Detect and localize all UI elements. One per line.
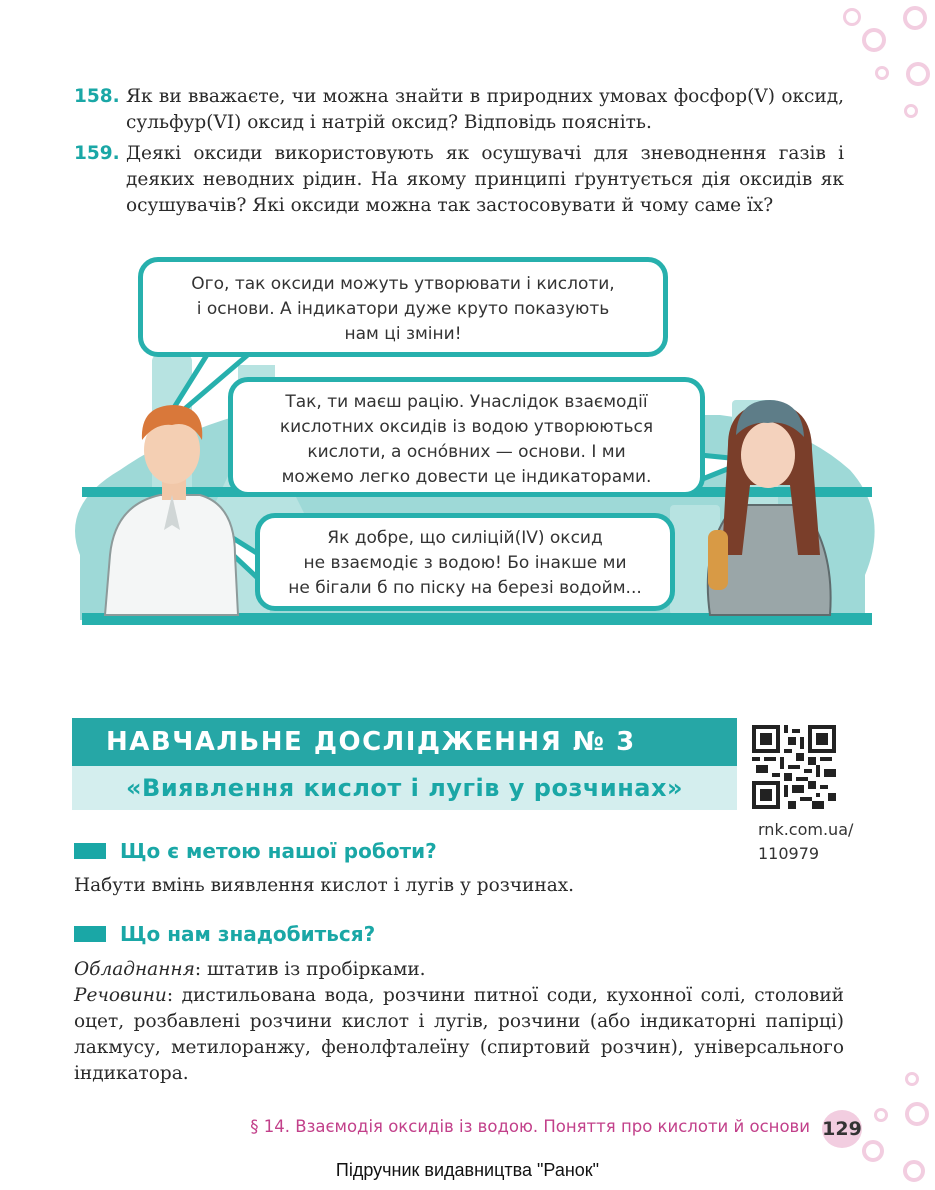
bubble-line: Так, ти маєш рацію. Унаслідок взаємодії xyxy=(285,392,648,412)
speech-bubble-girl xyxy=(228,377,705,497)
equipment-line xyxy=(74,957,844,983)
page-number: 129 xyxy=(822,1110,862,1148)
needs-text xyxy=(74,957,844,1087)
decor-dot xyxy=(875,66,889,80)
question-text: Деякі оксиди використовують як осушувачі для зневоднення газів і деяких неводних рідин. На якому принципі ґрунтується дія оксидів як осушувачів? Які оксиди можна так застосовувати й чому саме їх? xyxy=(126,143,844,216)
decor-dot xyxy=(843,8,861,26)
substances-label: Речовини xyxy=(74,985,167,1006)
decor-dot xyxy=(903,6,927,30)
speech-bubble-boy-2 xyxy=(255,513,675,611)
bubble-line: нам ці зміни! xyxy=(344,324,462,344)
goal-text: Набути вмінь виявлення кислот і лугів у розчинах. xyxy=(74,875,575,896)
decor-dot xyxy=(862,1140,884,1162)
decor-dot xyxy=(874,1108,888,1122)
heading-square-icon xyxy=(74,926,106,942)
bubble-line: не бігали б по піску на березі водойм... xyxy=(288,578,642,598)
heading-text: Що є метою нашої роботи? xyxy=(120,839,437,863)
equipment-text: : штатив із пробірками. xyxy=(194,959,426,980)
substances-line xyxy=(74,983,844,1087)
bubble-line: кислотних оксидів із водою утворюються xyxy=(279,417,654,437)
question-159 xyxy=(74,141,844,219)
qr-link[interactable] xyxy=(758,818,853,866)
qr-code-icon[interactable] xyxy=(752,725,836,809)
needs-heading xyxy=(74,922,375,946)
qr-url-line: 110979 xyxy=(758,844,820,863)
question-number: 158. xyxy=(74,86,120,107)
bubble-line: Ого, так оксиди можуть утворювати і кислоти, xyxy=(191,274,615,294)
question-number: 159. xyxy=(74,143,120,164)
bubble-line: Як добре, що силіцій(IV) оксид xyxy=(327,528,603,548)
bubble-line: і основи. А індикатори дуже круто показують xyxy=(196,299,610,319)
decor-dot xyxy=(906,62,930,86)
substances-text: : дистильована вода, розчини питної соди, кухонної солі, столовий оцет, розбавлені розчини кислот і лугів, розчини (або індикаторні папірці) лакмусу, метилоранжу, фенолфталеїну (спиртовий розчин), універсального індикатора. xyxy=(74,985,844,1084)
goal-heading xyxy=(74,839,437,863)
speech-bubble-boy-1 xyxy=(138,257,668,357)
equipment-label: Обладнання xyxy=(74,959,195,980)
qr-url-line: rnk.com.ua/ xyxy=(758,820,854,839)
chapter-title: § 14. Взаємодія оксидів із водою. Поняття про кислоти й основи xyxy=(250,1117,810,1136)
decor-dot xyxy=(905,1102,929,1126)
research-subtitle: «Виявлення кислот і лугів у розчинах» xyxy=(72,766,737,810)
research-title: НАВЧАЛЬНЕ ДОСЛІДЖЕННЯ № 3 xyxy=(72,718,737,766)
comic-illustration xyxy=(60,255,875,630)
bubble-line: не взаємодіє з водою! Бо інакше ми xyxy=(303,553,627,573)
question-158 xyxy=(74,84,844,136)
publisher-note: Підручник видавництва "Ранок" xyxy=(335,1160,600,1180)
bubble-line: можемо легко довести це індикаторами. xyxy=(281,467,652,487)
decor-dot xyxy=(904,104,918,118)
heading-text: Що нам знадобиться? xyxy=(120,922,376,946)
question-text: Як ви вважаєте, чи можна знайти в природних умовах фосфор(V) оксид, сульфур(VI) оксид і натрій оксид? Відповідь поясніть. xyxy=(126,86,844,133)
decor-dot xyxy=(905,1072,919,1086)
decor-dot xyxy=(862,28,886,52)
heading-square-icon xyxy=(74,843,106,859)
bubble-line: кислоти, а осно́вних — основи. І ми xyxy=(307,442,626,462)
